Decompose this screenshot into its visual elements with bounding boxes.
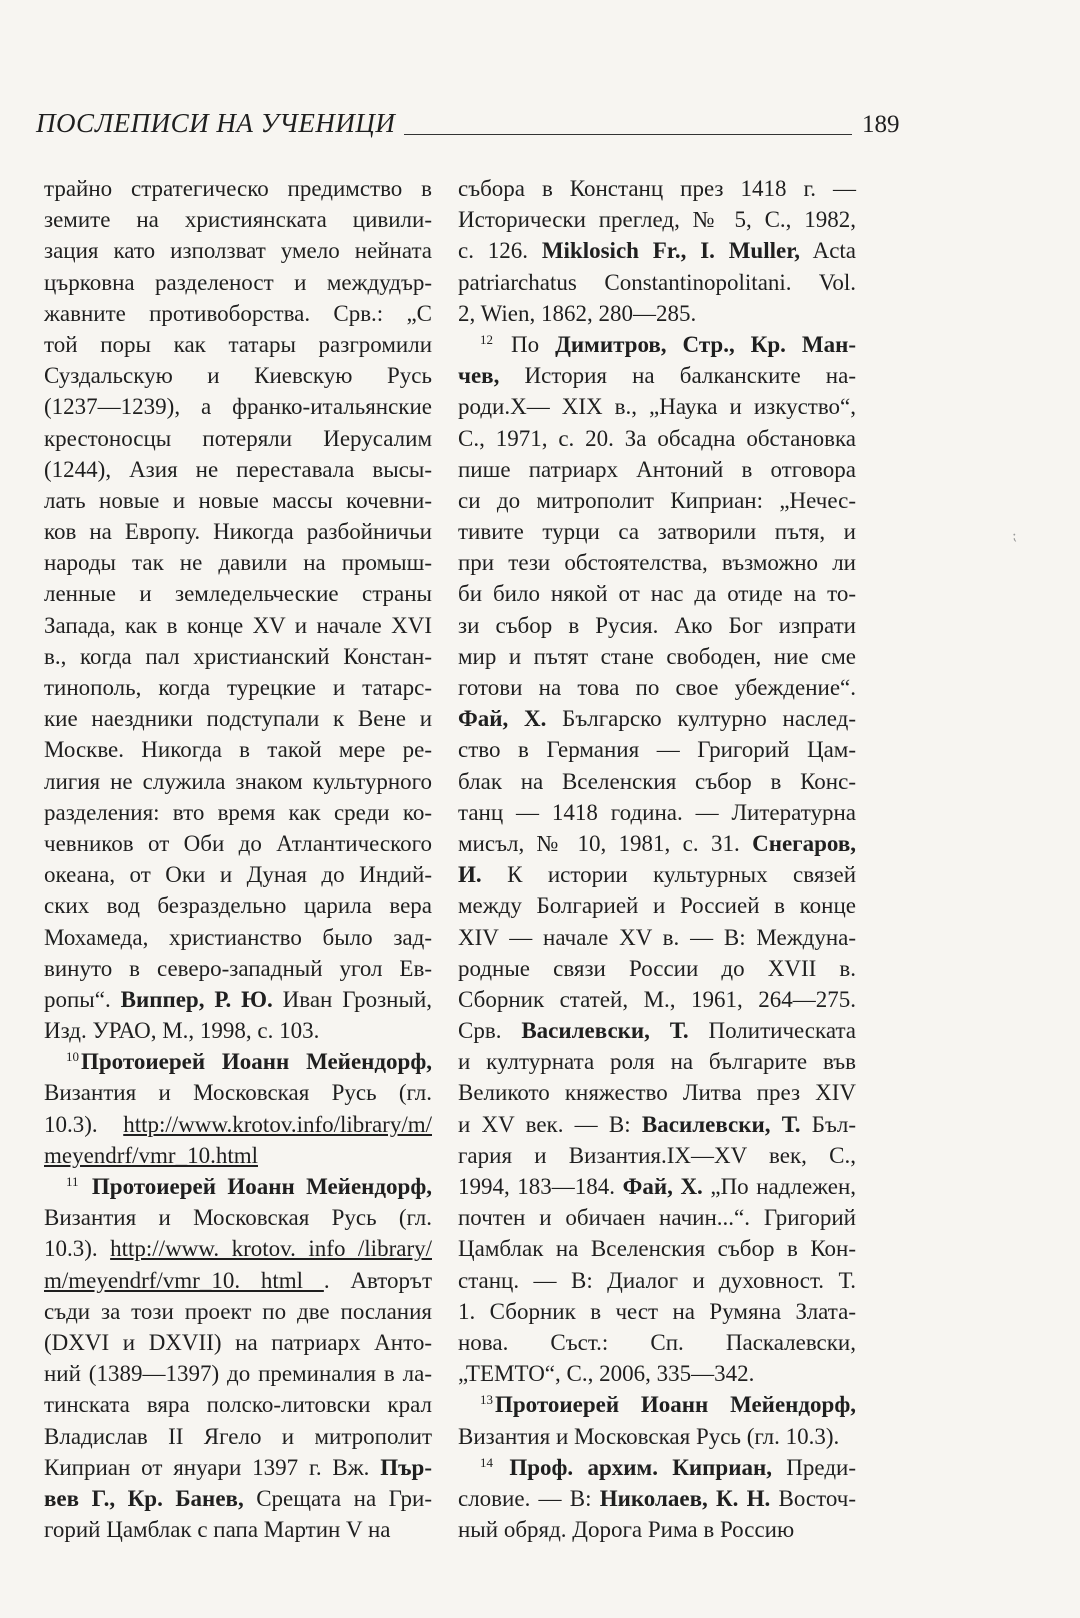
right-text-line xyxy=(458,890,856,921)
right-text-line xyxy=(458,1109,856,1140)
right-text-line xyxy=(458,1296,856,1327)
text-run: нова. Съст.: Сп. Паскалевски, xyxy=(458,1329,856,1355)
text-run: горий Цамблак с папа Мартин V на xyxy=(44,1517,391,1543)
text-run: с. 126. xyxy=(458,238,542,264)
right-text-line xyxy=(458,1327,856,1358)
right-text-line xyxy=(458,360,856,391)
left-text-line xyxy=(44,204,432,235)
left-text-line xyxy=(44,360,432,391)
text-run: ленные и земледельческие страны xyxy=(44,581,432,607)
text-run: Мохамеда, христианство было зад- xyxy=(44,924,432,950)
left-text-line xyxy=(44,703,432,734)
left-text-line xyxy=(44,1109,432,1140)
left-text-line xyxy=(44,235,432,266)
text-run: и културната роля на българите във xyxy=(458,1049,856,1075)
text-run: църковна разделеност и междудър- xyxy=(44,269,432,295)
text-run: По xyxy=(495,331,556,357)
text-run: Сборник статей, М., 1961, 264—275. xyxy=(458,986,856,1012)
footnote-number: 11 xyxy=(66,1174,79,1189)
reference-link[interactable]: http://www.krotov.info/library/m/ xyxy=(123,1111,432,1137)
author-name: Протоиерей Иоанн Мейендорф, xyxy=(81,1049,432,1075)
right-text-line xyxy=(458,828,856,859)
text-run: Восточ- xyxy=(770,1485,856,1511)
right-text-line xyxy=(458,1514,856,1545)
text-run: тинската вяра полско-литовски крал xyxy=(44,1392,432,1418)
left-text-line xyxy=(44,734,432,765)
right-text-line xyxy=(458,1483,856,1514)
right-text-line xyxy=(458,267,856,298)
right-text-line xyxy=(458,485,856,516)
right-text-line xyxy=(458,298,856,329)
author-name: Фай, Х. xyxy=(622,1174,703,1199)
text-run: Иван Грозный, xyxy=(272,986,432,1012)
author-name: Василевски, Т. xyxy=(521,1018,689,1044)
text-run: К истории культурных связей xyxy=(481,862,856,888)
page-header xyxy=(36,108,900,148)
left-text-line xyxy=(44,859,432,890)
running-title: ПОСЛЕПИСИ НА УЧЕНИЦИ xyxy=(36,108,396,138)
text-run: Исторически преглед, № 5, С., 1982, xyxy=(458,207,856,233)
left-text-line xyxy=(44,516,432,547)
right-text-line xyxy=(458,1389,856,1420)
left-text-line xyxy=(44,610,432,641)
author-name: Фай, Х. xyxy=(458,706,547,732)
right-text-line xyxy=(458,922,856,953)
left-text-line xyxy=(44,454,432,485)
left-text-line xyxy=(44,1171,432,1202)
right-text-line xyxy=(458,610,856,641)
right-text-line xyxy=(458,235,856,266)
text-run: разделения: вто время как среди ко- xyxy=(44,799,432,825)
text-run: (1237—1239), а франко-итальянские xyxy=(44,394,432,420)
right-text-line xyxy=(458,672,856,703)
right-text-line xyxy=(458,454,856,485)
right-text-line xyxy=(458,641,856,672)
left-text-line xyxy=(44,485,432,516)
text-run: чевников от Оби до Атлантического xyxy=(44,830,432,856)
author-name: вев Г., Кр. Банев, xyxy=(44,1485,244,1511)
author-name: Василевски, Т. xyxy=(641,1111,801,1137)
left-text-line xyxy=(44,1483,432,1514)
text-run: Acta xyxy=(800,238,856,264)
right-text-line xyxy=(458,1046,856,1077)
text-run: Срв. xyxy=(458,1018,522,1044)
text-run: зи събор в Русия. Ако Бог изпрати xyxy=(458,612,856,638)
text-run: ских вод безраздельно царила вера xyxy=(44,893,432,919)
text-run: 2, Wien, 1862, 280—285. xyxy=(458,300,697,326)
right-text-line xyxy=(458,1452,856,1483)
left-text-line xyxy=(44,1077,432,1108)
left-text-line xyxy=(44,890,432,921)
text-run: в., когда пал христианский Констан- xyxy=(44,643,432,669)
text-run: Срещата на Гри- xyxy=(243,1485,432,1511)
reference-link[interactable]: meyendrf/vmr_10.html xyxy=(44,1142,258,1168)
right-text-line xyxy=(458,547,856,578)
author-name: Пър- xyxy=(380,1454,432,1480)
right-text-line xyxy=(458,204,856,235)
footnote-number: 13 xyxy=(480,1392,493,1408)
left-text-line xyxy=(44,267,432,298)
right-text-line xyxy=(458,703,856,734)
text-run: блак на Вселенския събор в Конс- xyxy=(458,768,856,794)
text-run: ропы“. xyxy=(44,986,121,1012)
left-text-line xyxy=(44,329,432,360)
text-run: Москве. Никогда в такой мере ре- xyxy=(44,737,432,763)
text-run: Византия и Московская Русь (гл. 10.3). xyxy=(458,1423,840,1449)
text-run: жавните противоборства. Срв.: „С xyxy=(44,300,432,326)
left-text-line xyxy=(44,1358,432,1389)
text-run: крестоносцы потеряли Иерусалим xyxy=(44,425,432,451)
text-run: станц. — В: Диалог и духовност. Т. xyxy=(458,1267,856,1293)
text-run: мисъл, № 10, 1981, с. 31. xyxy=(458,830,753,856)
left-text-line xyxy=(44,1389,432,1420)
author-name: Проф. архим. Киприан, xyxy=(495,1454,772,1480)
author-name: И. xyxy=(458,862,482,888)
left-text-line xyxy=(44,1140,432,1171)
text-run: 1994, 183—184. xyxy=(458,1174,623,1199)
text-run: 1. Сборник в чест на Румяна Злата- xyxy=(458,1298,856,1324)
text-run: народы так не давили на промыш- xyxy=(44,550,432,576)
left-text-line xyxy=(44,578,432,609)
text-run: Великото княжество Литва през XIV xyxy=(458,1080,856,1106)
left-text-line xyxy=(44,953,432,984)
text-run: . Авторът xyxy=(323,1267,432,1293)
right-text-line xyxy=(458,1015,856,1046)
text-run: Цамблак на Вселенския събор в Кон- xyxy=(458,1236,856,1262)
right-text-line xyxy=(458,1140,856,1171)
right-text-line xyxy=(458,1265,856,1296)
right-text-line xyxy=(458,1233,856,1264)
text-run: Византия и Московская Русь (гл. xyxy=(44,1080,432,1106)
text-run: Преди- xyxy=(771,1454,856,1480)
text-run: зация като използват умело нейната xyxy=(44,238,432,264)
right-text-line xyxy=(458,1171,856,1202)
text-run: роди.Х— XIX в., „Наука и изкуство“, xyxy=(458,394,856,420)
text-run: Запада, как в конце XV и начале XVI xyxy=(44,612,432,638)
text-run: Политическата xyxy=(688,1018,856,1044)
reference-link[interactable]: m/meyendrf/vmr_10. html xyxy=(44,1267,324,1293)
page-number: 189 xyxy=(862,111,900,138)
text-run: лать новые и новые массы кочевни- xyxy=(44,487,432,513)
right-text-line xyxy=(458,984,856,1015)
footnote-number: 10 xyxy=(66,1049,79,1065)
text-run: мир и пътят стане свободен, ние сме xyxy=(458,643,856,669)
text-run: ный обряд. Дорога Рима в Россию xyxy=(458,1517,795,1543)
text-run: си до митрополит Киприан: „Нечес- xyxy=(458,487,856,513)
text-run: при тези обстоятелства, възможно ли xyxy=(458,550,856,576)
author-name: Протоиерей Иоанн Мейендорф, xyxy=(80,1174,432,1199)
right-text-line xyxy=(458,953,856,984)
author-name: Виппер, Р. Ю. xyxy=(120,986,273,1012)
text-run: (DXVI и DXVII) на патриарх Анто- xyxy=(44,1329,432,1355)
text-run: Българско културно наслед- xyxy=(546,706,856,732)
author-name: Снегаров, xyxy=(752,830,856,856)
right-text-line xyxy=(458,173,856,204)
right-text-line xyxy=(458,1358,856,1389)
left-text-line xyxy=(44,766,432,797)
text-run: той поры как татары разгромили xyxy=(44,331,432,357)
footnote-number: 12 xyxy=(480,331,493,347)
left-text-line xyxy=(44,641,432,672)
left-text-line xyxy=(44,1514,432,1545)
text-run: 10.3). xyxy=(44,1236,111,1262)
text-run: (1244), Азия не переставала высы- xyxy=(44,456,432,482)
text-run: 10.3). xyxy=(44,1111,124,1137)
right-text-line xyxy=(458,391,856,422)
left-text-line xyxy=(44,1233,432,1264)
text-run: съди за този проект по две послания xyxy=(44,1298,432,1324)
right-text-line xyxy=(458,766,856,797)
text-run: родные связи России до XVII в. xyxy=(458,955,856,981)
text-run: История на балканските на- xyxy=(499,363,856,389)
right-text-line xyxy=(458,578,856,609)
right-text-line xyxy=(458,734,856,765)
reference-link[interactable]: http://www. krotov. info /library/ xyxy=(110,1236,432,1262)
left-text-line xyxy=(44,922,432,953)
author-name: Николаев, К. Н. xyxy=(599,1485,771,1511)
left-text-line xyxy=(44,173,432,204)
right-text-line xyxy=(458,797,856,828)
left-text-line xyxy=(44,1296,432,1327)
author-name: Miklosich Fr., I. Muller, xyxy=(541,238,801,264)
text-run: С., 1971, с. 20. За обсадна обстановка xyxy=(458,425,856,451)
right-text-line xyxy=(458,329,856,360)
right-text-line xyxy=(458,1202,856,1233)
left-text-line xyxy=(44,1202,432,1233)
text-run: Изд. УРАО, М., 1998, с. 103. xyxy=(44,1018,320,1044)
text-run: би било някой от нас да отиде на то- xyxy=(458,581,856,607)
text-run: XIV — начале XV в. — В: Междуна- xyxy=(458,924,856,950)
right-text-line xyxy=(458,423,856,454)
left-text-line xyxy=(44,1452,432,1483)
text-run: тивите турци са затворили пътя, и xyxy=(458,519,856,545)
right-text-line xyxy=(458,1077,856,1108)
text-run: Владислав II Ягело и митрополит xyxy=(44,1423,432,1449)
text-run: Суздальскую и Киевскую Русь xyxy=(44,363,432,389)
text-run: океана, от Оки и Дуная до Индий- xyxy=(44,862,432,888)
left-text-line xyxy=(44,984,432,1015)
text-run: между Болгарией и Россией в конце xyxy=(458,893,856,919)
margin-scribble: ⁏ xyxy=(1012,529,1017,544)
left-text-line xyxy=(44,1327,432,1358)
text-run: „По надлежен, xyxy=(702,1174,857,1199)
right-text-line xyxy=(458,1421,856,1452)
text-run: „ТЕМТО“, С., 2006, 335—342. xyxy=(458,1361,755,1387)
right-text-line xyxy=(458,516,856,547)
left-text-line xyxy=(44,423,432,454)
text-run: почтен и обичаен начин...“. Григорий xyxy=(458,1205,856,1231)
left-text-line xyxy=(44,391,432,422)
text-run: словие. — В: xyxy=(458,1485,600,1511)
text-run: Киприан от януари 1397 г. Вж. xyxy=(44,1454,381,1480)
left-text-line xyxy=(44,1265,432,1296)
text-run: трайно стратегическо предимство в xyxy=(44,176,432,201)
left-text-line xyxy=(44,672,432,703)
left-text-line xyxy=(44,1015,432,1046)
author-name: чев, xyxy=(458,363,500,389)
left-column xyxy=(44,173,432,1545)
text-run: земите на християнската цивили- xyxy=(44,207,432,233)
header-rule xyxy=(404,134,852,135)
text-run: събора в Констанц през 1418 г. — xyxy=(458,176,856,201)
text-run: гария и Византия.IX—XV век, С., xyxy=(458,1142,856,1168)
text-run: Византия и Московская Русь (гл. xyxy=(44,1205,432,1231)
text-run: ство в Германия — Григорий Цам- xyxy=(458,737,856,763)
text-run: готови на това по свое убеждение“. xyxy=(458,675,856,700)
left-text-line xyxy=(44,797,432,828)
text-run: винуто в северо-западный угол Ев- xyxy=(44,955,432,981)
author-name: Димитров, Стр., Кр. Ман- xyxy=(555,331,856,357)
text-run: patriarchatus Constantinopolitani. Vol. xyxy=(458,269,856,295)
text-run: и XV век. — В: xyxy=(458,1111,642,1137)
footnote-number: 14 xyxy=(480,1454,493,1470)
text-run: лигия не служила знаком культурного xyxy=(44,768,432,794)
text-run: Бъл- xyxy=(800,1111,856,1137)
text-run: кие наездники подступали к Вене и xyxy=(44,706,432,732)
left-text-line xyxy=(44,828,432,859)
right-text-line xyxy=(458,859,856,890)
left-text-line xyxy=(44,298,432,329)
left-text-line xyxy=(44,1421,432,1452)
text-run: ний (1389—1397) до преминалия в ла- xyxy=(44,1361,432,1387)
right-column xyxy=(458,173,856,1545)
text-run: ков на Европу. Никогда разбойничьи xyxy=(44,519,432,545)
text-run: тинополь, когда турецкие и татарс- xyxy=(44,675,432,700)
text-run: танц — 1418 година. — Литературна xyxy=(458,799,856,825)
left-text-line xyxy=(44,547,432,578)
left-text-line xyxy=(44,1046,432,1077)
author-name: Протоиерей Иоанн Мейендорф, xyxy=(495,1392,856,1418)
text-run: пише патриарх Антоний в отговора xyxy=(458,456,856,482)
